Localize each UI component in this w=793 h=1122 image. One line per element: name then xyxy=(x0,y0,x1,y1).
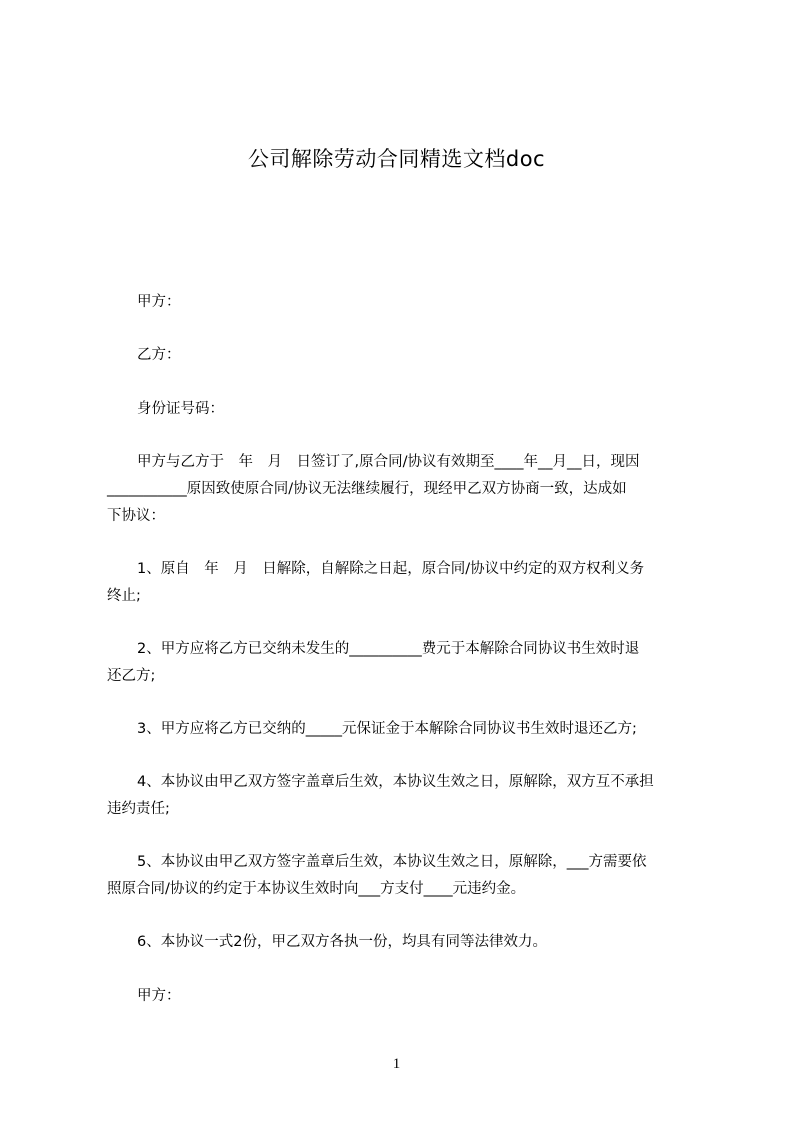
clause-5-line-2: 照原合同/协议的约定于本协议生效时向___方支付____元违约金。 xyxy=(107,881,526,897)
intro-line-3: 下协议： xyxy=(107,508,165,524)
party-a-label: 甲方： xyxy=(137,294,181,310)
clause-5-line-1: 5、本协议由甲乙双方签字盖章后生效，本协议生效之日，原解除，___方需要依 xyxy=(137,854,647,870)
clause-6-line-1: 6、本协议一式2份，甲乙双方各执一份，均具有同等法律效力。 xyxy=(137,934,547,950)
id-number-label: 身份证号码： xyxy=(137,401,224,417)
party-b-label: 乙方： xyxy=(137,347,181,363)
document-title: 公司解除劳动合同精选文档doc xyxy=(247,147,546,171)
intro-line-1: 甲方与乙方于 年 月 日签订了,原合同/协议有效期至____年__月__日，现因 xyxy=(137,454,640,470)
clause-2-line-2: 还乙方; xyxy=(107,668,156,684)
page-number: 1 xyxy=(392,1056,401,1072)
clause-3-line-1: 3、甲方应将乙方已交纳的_____元保证金于本解除合同协议书生效时退还乙方; xyxy=(137,721,637,737)
clause-1-line-1: 1、原自 年 月 日解除，自解除之日起，原合同/协议中约定的双方权利义务 xyxy=(137,561,645,577)
clause-1-line-2: 终止; xyxy=(107,588,141,604)
clause-4-line-2: 违约责任; xyxy=(107,801,170,817)
party-a-signature-label: 甲方： xyxy=(137,988,181,1004)
clause-2-line-1: 2、甲方应将乙方已交纳未发生的__________费元于本解除合同协议书生效时退 xyxy=(137,641,640,657)
clause-4-line-1: 4、本协议由甲乙双方签字盖章后生效，本协议生效之日，原解除，双方互不承担 xyxy=(137,774,654,790)
intro-line-2: ___________原因致使原合同/协议无法继续履行，现经甲乙双方协商一致，达成如 xyxy=(107,481,627,497)
